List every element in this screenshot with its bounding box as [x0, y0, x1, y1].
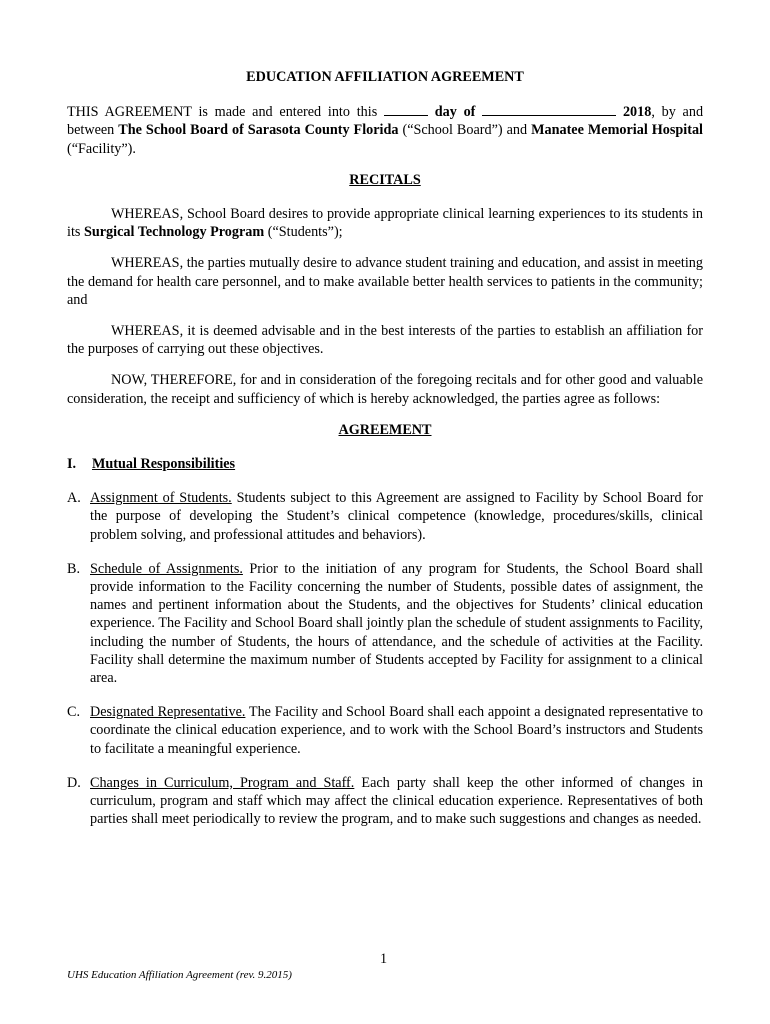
facility-name: Manatee Memorial Hospital [531, 122, 703, 139]
clause-item [67, 489, 703, 544]
clause-title: Schedule of Assignments. [90, 560, 243, 577]
clause-text: The Facility and School Board shall each appoint a designated representative to coordinate the clinical education experience, and to work with the School Board’s instructors and Students to facilitate a meaningful experience. [90, 704, 704, 757]
section-number: I. [67, 456, 77, 473]
clause-text: Students subject to this Agreement are assigned to Facility by School Board for the purpose of developing the Student’s clinical competence (knowledge, procedures/skills, clinical problem solving, and professional attitudes and behaviors). [90, 490, 704, 543]
clause-letter: C. [67, 704, 81, 721]
section-heading [67, 455, 703, 473]
clause-letter: A. [67, 490, 81, 507]
day-blank-field[interactable] [384, 102, 428, 116]
intro-text-3: , by and between [67, 104, 704, 139]
clause-text: Each party shall keep the other informed of changes in curriculum, program and staff which may affect the clinical education experience. Representatives of both parties shall meet periodically to review the program, and to make such suggestions and changes as needed. [90, 774, 704, 828]
recitals-heading: RECITALS [349, 171, 421, 188]
page-number: 1 [380, 951, 388, 967]
recital-1-text-b: (“Students”); [267, 224, 343, 241]
section-title: Mutual Responsibilities [92, 456, 236, 473]
clause-item [67, 560, 703, 687]
clause-title: Assignment of Students. [90, 490, 232, 507]
clause-item [67, 774, 703, 829]
clause-letter: B. [67, 560, 81, 577]
recital-1 [67, 205, 703, 241]
clause-letter: D. [67, 774, 81, 791]
clause-item [67, 703, 703, 758]
agreement-heading: AGREEMENT [338, 421, 432, 438]
intro-text-1: THIS AGREEMENT is made and entered into this [67, 104, 378, 121]
intro-paragraph [67, 102, 703, 158]
recital-4: NOW, THEREFORE, for and in consideration of the foregoing recitals and for other good and valuable consideration, the receipt and sufficiency of which is hereby acknowledged, the parties agree as follows: [67, 372, 703, 407]
school-board-name: The School Board of Sarasota County Florida [118, 122, 399, 139]
document-page [67, 68, 703, 845]
intro-text-5: (“Facility”). [67, 140, 136, 157]
clause-title: Changes in Curriculum, Program and Staff. [90, 774, 355, 791]
recital-1-text-a: WHEREAS, School Board desires to provide appropriate clinical learning experiences to its students in its [67, 206, 703, 241]
recital-2: WHEREAS, the parties mutually desire to advance student training and education, and assist in meeting the demand for health care personnel, and to make available better health services to patients in the community; and [67, 255, 703, 308]
intro-text-4: (“School Board”) and [402, 122, 528, 139]
document-title: EDUCATION AFFILIATION AGREEMENT [246, 69, 524, 85]
recital-3: WHEREAS, it is deemed advisable and in the best interests of the parties to establish an affiliation for the purposes of carrying out these objectives. [67, 323, 703, 358]
document-footer: UHS Education Affiliation Agreement (rev. 9.2015) [67, 969, 292, 981]
month-blank-field[interactable] [482, 102, 616, 116]
intro-text-2: day of [434, 104, 476, 121]
clause-title: Designated Representative. [90, 704, 246, 721]
agreement-year: 2018 [622, 104, 652, 121]
clause-text: Prior to the initiation of any program for Students, the School Board shall provide information to the Facility concerning the number of Students, possible dates of assignment, the names and pertinent information about the Students, and the objectives for Students’ clinical education experience. The Facility and School Board shall jointly plan the schedule of student assignments to Facility, including the number of Students, the hours of attendance, and the schedule of activities at the Facility. Facility shall determine the maximum number of Students accepted by Facility for assignment to a clinical area. [90, 560, 703, 687]
program-name: Surgical Technology Program [83, 224, 265, 241]
